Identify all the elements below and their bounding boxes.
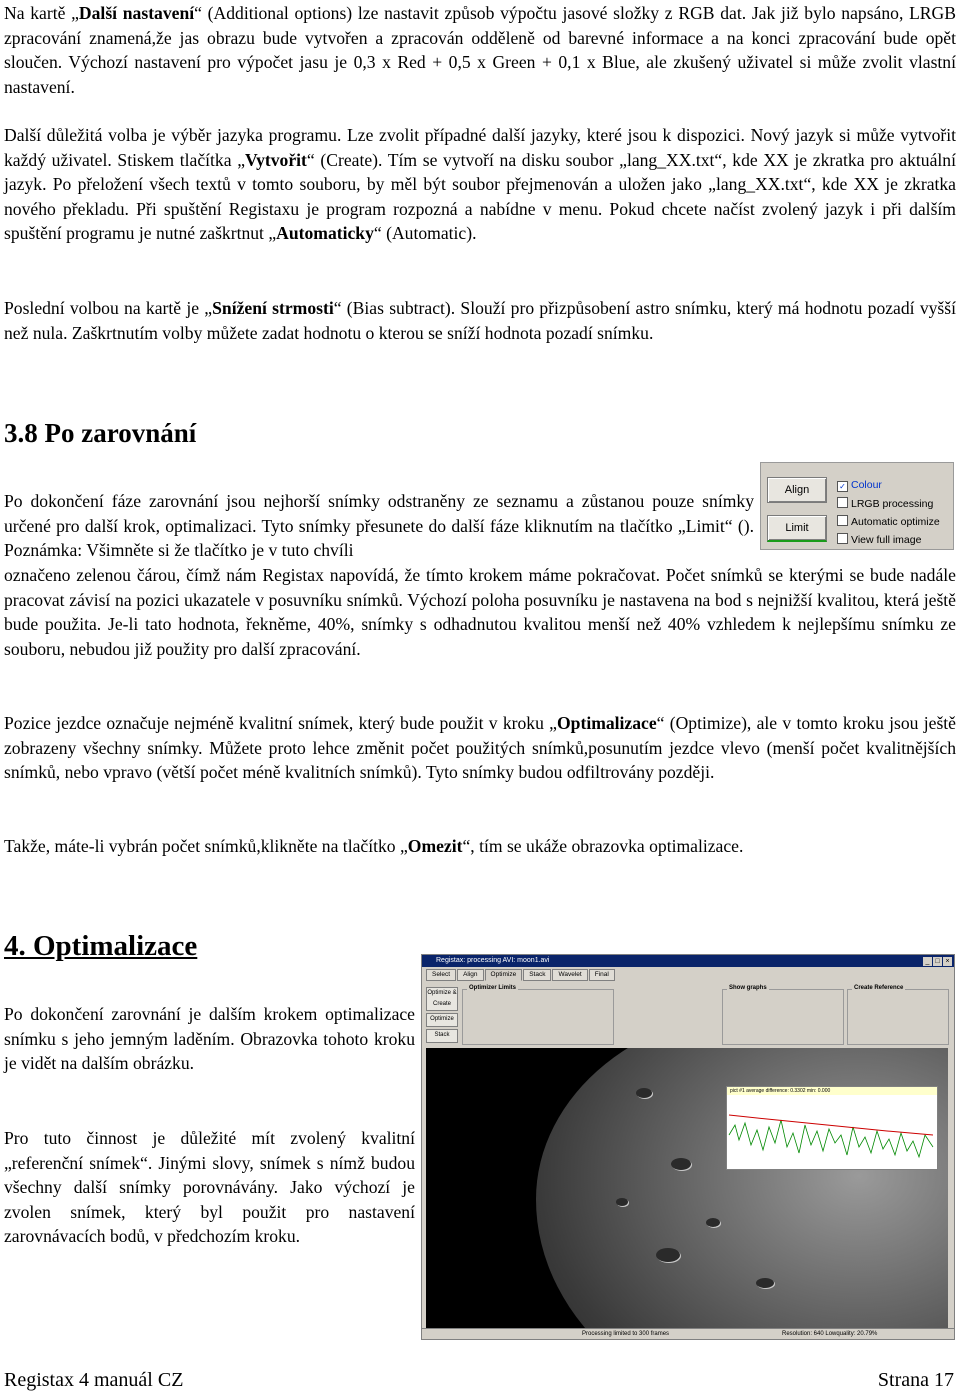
tab-select[interactable]: Select xyxy=(426,969,456,981)
registax-optimize-screenshot xyxy=(421,954,955,1340)
optimize-button[interactable]: Optimize xyxy=(426,1013,458,1027)
paragraph-omezit: Takže, máte-li vybrán počet snímků,klikněte na tlačítko „Omezit“, tím se ukáže obrazovka optimalizace. xyxy=(4,836,744,856)
show-graphs-group: Show graphs xyxy=(722,989,844,1045)
term-omezit: Omezit xyxy=(407,836,463,856)
limit-button[interactable]: Limit xyxy=(767,515,827,542)
paragraph-language: Další důležitá volba je výběr jazyka programu. Lze zvolit případné další jazyky, které jsou k dispozici. Nový jazyk si může vytvořit každý uživatel. Stiskem tlačítka „Vytvořit“ (Create). Tím se vytvoří na disku soubor „lang_XX.txt“, kde XX je zkratka pro aktuální jazyk. Po přeložení všech textů v tomto souboru, by měl být soubor přejmenován a uložen jako „lang_XX.txt“, kde XX je zkratka nového překladu. Při spuštění Registaxu je program rozpozná a nabídne v menu. Pokud chcete načíst zvolený jazyk i při dalším spuštění programu je nutné zaškrtnut „Automaticky“ (Automatic). xyxy=(4,125,956,244)
maximize-icon[interactable]: □ xyxy=(933,957,942,966)
term-dalsi-nastaveni: Další nastavení xyxy=(78,3,195,23)
create-reference-group: Create Reference xyxy=(847,989,949,1045)
align-panel-screenshot xyxy=(760,462,954,550)
moon-image xyxy=(426,1048,948,1330)
footer-page-number: Strana 17 xyxy=(877,1369,954,1391)
quality-graph-plot xyxy=(727,1095,937,1169)
minimize-icon[interactable]: _ xyxy=(923,957,932,966)
paragraph-luminance: Na kartě „Další nastavení“ (Additional options) lze nastavit způsob výpočtu jasové složky z RGB dat. Jak již bylo napsáno, LRGB zpracování znamená,že jas obrazu bude vytvořen a zpracován odděleně od barevné informace a na konci zpracování bude opět sloučen. Výchozí nastavení pro výpočet jasu je 0,3 x Red + 0,5 x Green + 0,1 x Blue, ale zkušený uživatel si může zvolit vlastní nastavení. xyxy=(4,3,956,97)
lrgb-checkbox[interactable]: LRGB processing xyxy=(837,497,933,510)
registax-titlebar: Registax: processing AVI: moon1.avi _ □ × xyxy=(422,955,954,967)
tab-wavelet[interactable]: Wavelet xyxy=(552,969,587,981)
paragraph-reference-frame: Pro tuto činnost je důležité mít zvolený kvalitní „referenční snímek“. Jinými slovy, snímek s nímž budou všechny další snímky porovnávány. Jako výchozí je zvolen snímek, který byl použit pro nastavení zarovnávacích bodů, v předchozím kroku. xyxy=(4,1128,415,1247)
optimizer-limits-group: Optimizer Limits xyxy=(462,989,614,1045)
tab-final[interactable]: Final xyxy=(589,969,615,981)
paragraph-bias: Poslední volbou na kartě je „Snížení strmosti“ (Bias subtract). Slouží pro přizpůsobení astro snímku, který má hodnotu pozadí vyšší než nula. Zaškrtnutím volby můžete zadat hodnotu o kterou se sníží hodnota pozadí snímku. xyxy=(4,298,956,343)
term-automaticky: Automaticky xyxy=(276,223,374,244)
paragraph-after-align-wrap: Po dokončení fáze zarovnání jsou nejhorší snímky odstraněny ze seznamu a zůstanou pouze snímky určené pro další krok, optimalizaci. Tyto snímky přesunete do další fáze kliknutím na tlačítko „Limit“ (). Poznámka: Všimněte si že tlačítko je v tuto chvíli xyxy=(4,491,754,561)
check-icon: ✓ xyxy=(837,481,848,492)
stack-button[interactable]: Stack xyxy=(426,1029,458,1043)
view-full-image-checkbox[interactable]: View full image xyxy=(837,533,921,546)
heading-optimalizace: 4. Optimalizace xyxy=(4,930,198,962)
auto-optimize-checkbox[interactable]: Automatic optimize xyxy=(837,515,940,528)
colour-checkbox[interactable]: ✓ Colour xyxy=(837,479,882,492)
align-button[interactable]: Align xyxy=(767,477,827,503)
footer-manual-title: Registax 4 manuál CZ xyxy=(4,1369,184,1391)
term-vytvorit: Vytvořit xyxy=(245,149,307,170)
paragraph-after-align-rest: označeno zelenou čárou, čímž nám Registax napovídá, že tímto krokem máme pokračovat. Počet snímků se kterými se bude nadále pracovat závisí na pozici ukazatele v posuvníku snímků. Výchozí poloha posuvníku je nastavena na bod s nejnižší kvalitou, která ještě bude použita. Je-li tato hodnota, řekněme, 40%, snímky s odhadnutou kvalitou menší než 40% vzhledem k nejlepšímu snímku ze souboru, nebudou již použity pro další zpracování. xyxy=(4,565,956,659)
tab-stack[interactable]: Stack xyxy=(523,969,551,981)
tab-align[interactable]: Align xyxy=(457,969,483,981)
tab-optimize[interactable]: Optimize xyxy=(485,969,523,981)
quality-graph: pict #1 average difference: 0.3302 min: 0.000 xyxy=(726,1086,938,1170)
registax-tabs xyxy=(426,969,616,981)
heading-po-zarovnani: 3.8 Po zarovnání xyxy=(4,418,197,448)
optimize-create-button[interactable]: Optimize & Create xyxy=(426,987,458,1011)
paragraph-optimize-intro: Po dokončení zarovnání je dalším krokem optimalizace snímku s jeho jemným laděním. Obrazovka tohoto kroku je vidět na dalším obrázku. xyxy=(4,1004,415,1074)
close-icon[interactable]: × xyxy=(943,957,952,966)
paragraph-slider: Pozice jezdce označuje nejméně kvalitní snímek, který bude použit v kroku „Optimalizace“ (Optimize), ale v tomto kroku jsou ještě zobrazeny všechny snímky. Můžete proto lehce změnit počet použitých snímků,posunutím jezdce vlevo (menší počet kvalitnějších snímků, nebo vpravo (větší počet méně kvalitních snímků). Tyto snímky budou odfiltrovány později. xyxy=(4,713,956,783)
term-optimalizace: Optimalizace xyxy=(556,713,657,733)
registax-statusbar: Processing limited to 300 frames Resolution: 640 Lowquality: 20.79% xyxy=(422,1328,954,1339)
term-snizeni-strmosti: Snížení strmosti xyxy=(212,298,334,318)
